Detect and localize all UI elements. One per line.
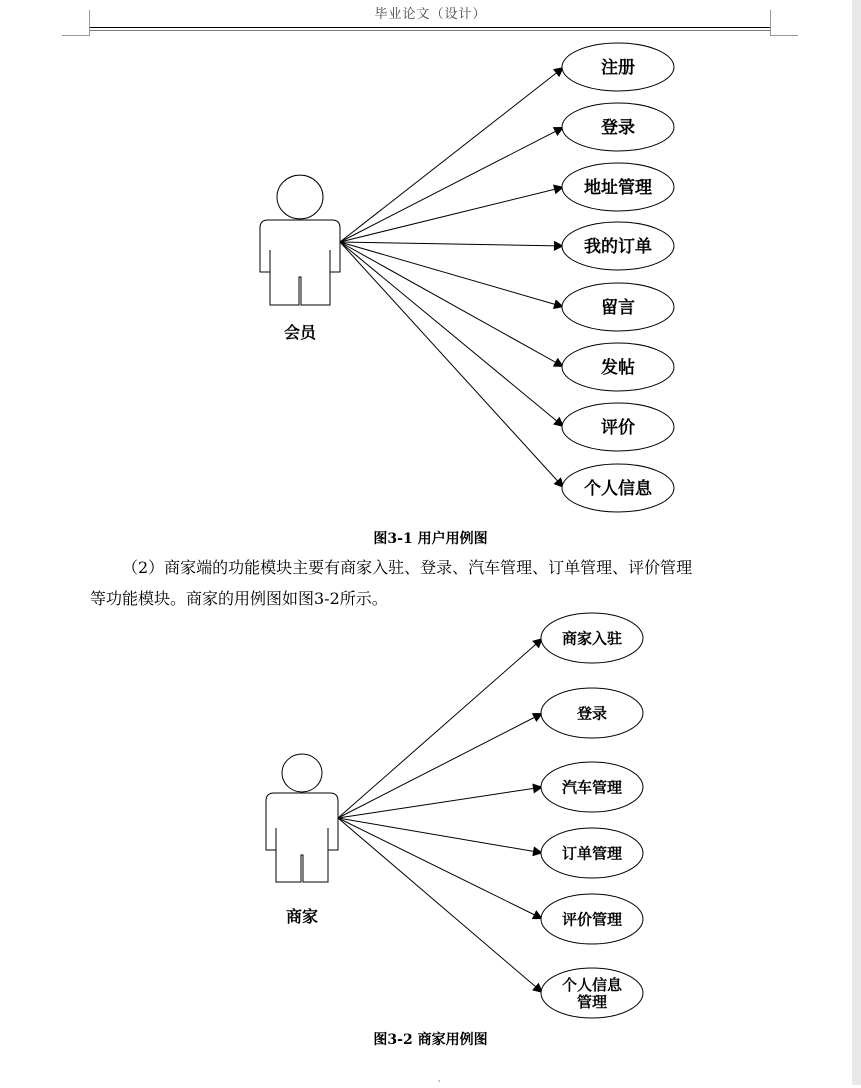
fig1-use-case-label: 地址管理 xyxy=(584,178,652,199)
fig2-use-case-label: 评价管理 xyxy=(561,910,623,929)
fig1-use-case-label: 个人信息 xyxy=(584,479,652,500)
fig2-use-case-label: 订单管理 xyxy=(561,844,623,863)
fig2-use-case-label: 商家入驻 xyxy=(561,629,623,648)
paragraph-line-2: 等功能模块。商家的用例图如图3-2所示。 xyxy=(90,589,388,608)
fig2-association-arrow xyxy=(338,818,543,853)
figure-2-caption: 图3-2 商家用例图 xyxy=(373,1032,488,1048)
actor-head xyxy=(282,754,322,792)
fig1-use-case-label: 留言 xyxy=(601,298,635,319)
fig2-use-case-label: 登录 xyxy=(576,704,608,723)
fig2-use-case-label: 汽车管理 xyxy=(561,778,623,797)
fig2-association-arrow xyxy=(338,638,543,818)
fig2-association-arrow xyxy=(338,818,543,919)
fig1-actor-label: 会员 xyxy=(283,323,317,342)
fig1-use-case-label: 发帖 xyxy=(601,358,635,379)
fig2-association-arrow xyxy=(338,818,543,993)
paragraph-line-1: （2）商家端的功能模块主要有商家入驻、登录、汽车管理、订单管理、评价管理 xyxy=(122,558,693,577)
fig1-use-case-label: 评价 xyxy=(601,418,635,439)
fig2-actor-figure xyxy=(266,754,338,882)
actor-body xyxy=(266,793,338,882)
fig1-use-case-label: 登录 xyxy=(601,118,635,139)
fig1-use-case-label: 注册 xyxy=(601,58,635,79)
page-number-mark: ' xyxy=(438,1079,441,1088)
figure-1-caption: 图3-1 用户用例图 xyxy=(373,531,488,547)
fig2-actor-label: 商家 xyxy=(285,907,319,926)
fig1-use-case-label: 我的订单 xyxy=(584,237,652,258)
page-header: 毕业论文（设计） xyxy=(374,7,487,22)
fig2-use-case-label: 个人信息管理 xyxy=(561,975,623,1011)
